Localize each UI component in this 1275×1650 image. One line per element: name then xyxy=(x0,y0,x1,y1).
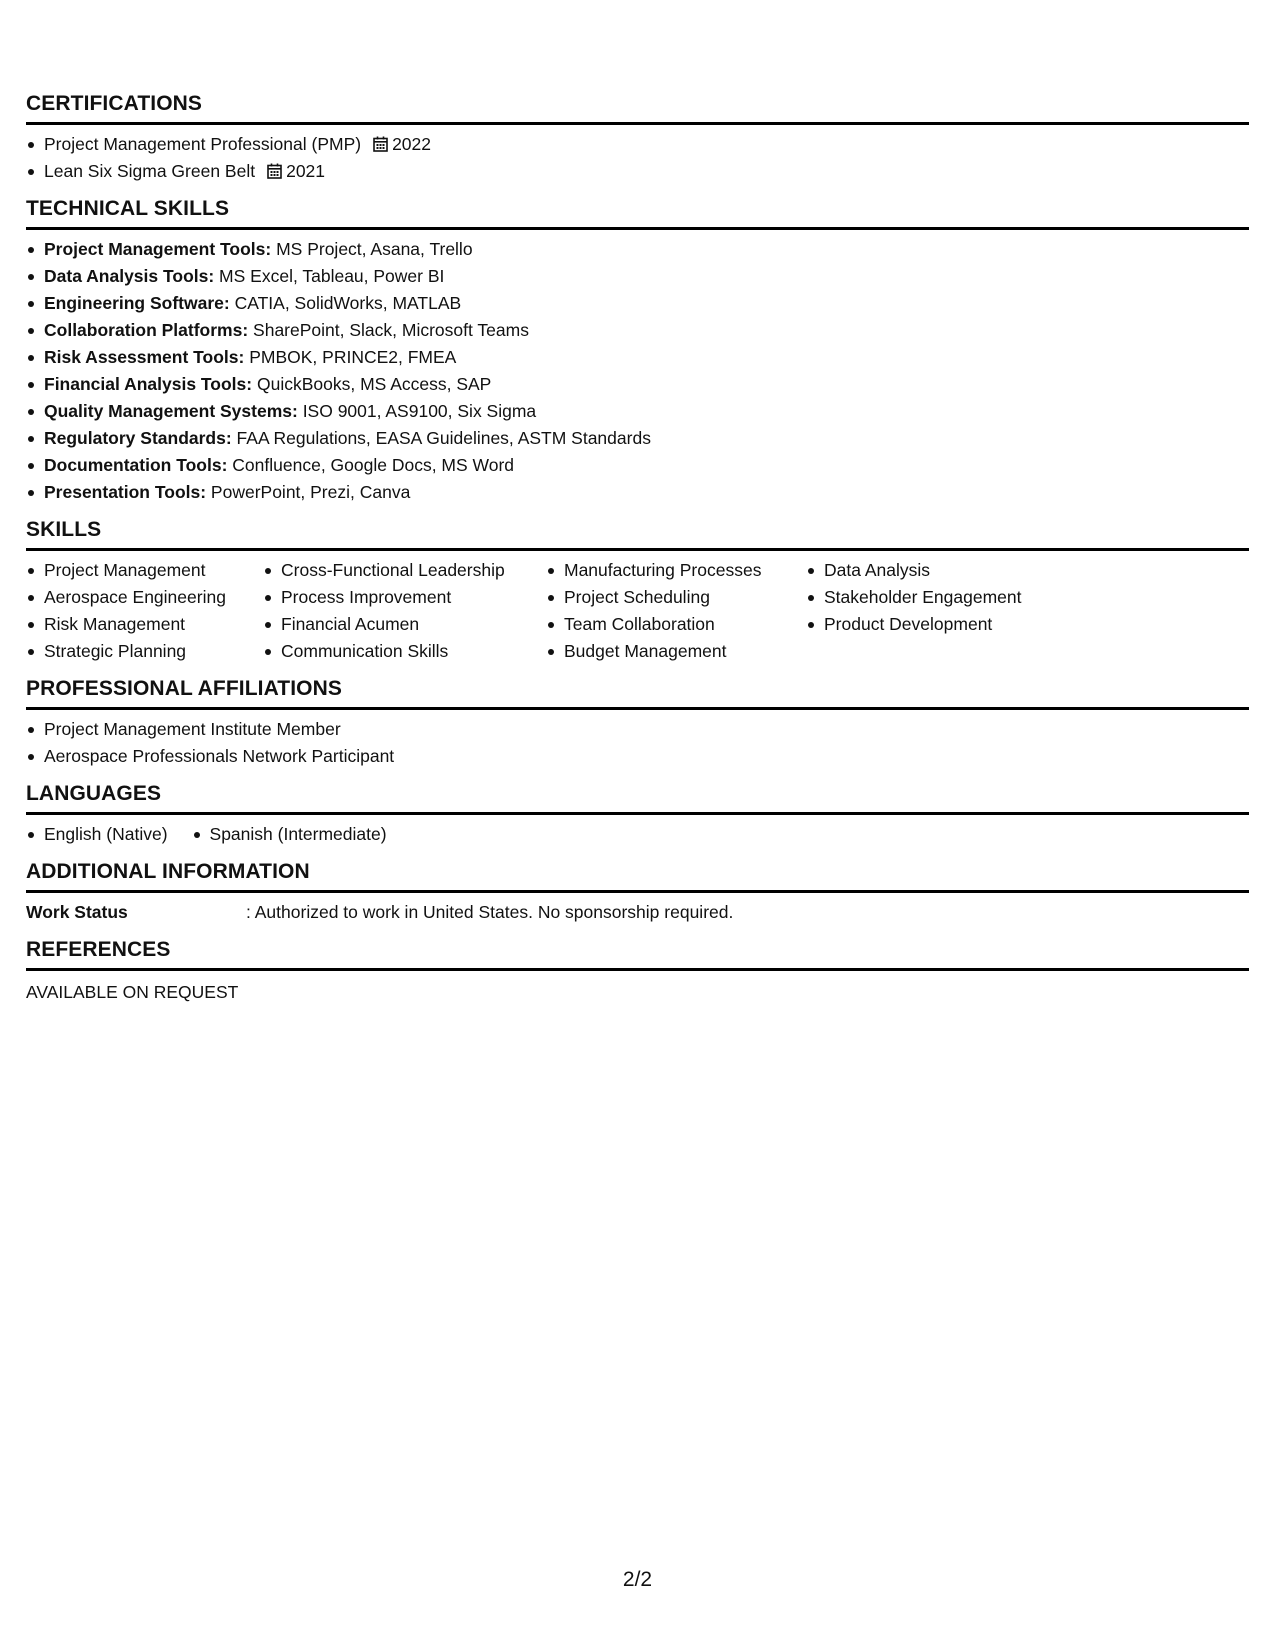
skill-category: Collaboration Platforms: xyxy=(44,320,249,340)
section-title-references: REFERENCES xyxy=(26,938,1249,971)
list-item: Budget Management xyxy=(546,638,806,665)
list-item: Spanish (Intermediate) xyxy=(192,821,387,848)
skill-values: MS Project, Asana, Trello xyxy=(271,239,473,259)
skill-values: QuickBooks, MS Access, SAP xyxy=(252,374,492,394)
skill-values: MS Excel, Tableau, Power BI xyxy=(214,266,445,286)
languages-section xyxy=(26,782,1249,848)
calendar-icon xyxy=(373,136,388,152)
skill-category: Quality Management Systems: xyxy=(44,401,298,421)
list-item xyxy=(26,371,1249,398)
skill-values: PowerPoint, Prezi, Canva xyxy=(206,482,411,502)
list-item: Communication Skills xyxy=(263,638,546,665)
list-item: Data Analysis xyxy=(806,557,1066,584)
references-text: AVAILABLE ON REQUEST xyxy=(26,982,239,1002)
certification-name: Lean Six Sigma Green Belt xyxy=(44,161,256,181)
list-item: Project Scheduling xyxy=(546,584,806,611)
section-title-additional-info: ADDITIONAL INFORMATION xyxy=(26,860,1249,893)
skill-values: PMBOK, PRINCE2, FMEA xyxy=(244,347,457,367)
list-item xyxy=(26,131,1249,158)
skill-category: Financial Analysis Tools: xyxy=(44,374,253,394)
work-status-row xyxy=(26,899,1249,926)
skills-grid xyxy=(26,557,1249,665)
certification-year: 2022 xyxy=(392,134,432,154)
skills-column xyxy=(263,557,546,665)
list-item xyxy=(26,236,1249,263)
list-item xyxy=(26,263,1249,290)
work-status-label: Work Status xyxy=(26,902,128,922)
skill-values: SharePoint, Slack, Microsoft Teams xyxy=(248,320,529,340)
affiliations-section xyxy=(26,677,1249,770)
skill-category: Documentation Tools: xyxy=(44,455,228,475)
skill-category: Data Analysis Tools: xyxy=(44,266,215,286)
section-title-technical-skills: TECHNICAL SKILLS xyxy=(26,197,1249,230)
skills-column xyxy=(806,557,1066,665)
work-status-value: : Authorized to work in United States. No sponsorship required. xyxy=(246,902,734,922)
list-item xyxy=(26,158,1249,185)
technical-skills-section xyxy=(26,197,1249,506)
skill-category: Project Management Tools: xyxy=(44,239,272,259)
list-item: Team Collaboration xyxy=(546,611,806,638)
list-item xyxy=(26,479,1249,506)
certifications-section xyxy=(26,92,1249,185)
certifications-list xyxy=(26,131,1249,185)
list-item: Financial Acumen xyxy=(263,611,546,638)
list-item xyxy=(26,425,1249,452)
list-item: Project Management xyxy=(26,557,263,584)
list-item xyxy=(26,452,1249,479)
skill-values: Confluence, Google Docs, MS Word xyxy=(227,455,515,475)
skills-column xyxy=(546,557,806,665)
references-section xyxy=(26,938,1249,1006)
list-item: Strategic Planning xyxy=(26,638,263,665)
skills-section xyxy=(26,518,1249,665)
list-item: Cross-Functional Leadership xyxy=(263,557,546,584)
skill-category: Regulatory Standards: xyxy=(44,428,232,448)
skill-category: Presentation Tools: xyxy=(44,482,207,502)
page-number: 2/2 xyxy=(622,1568,653,1591)
list-item xyxy=(26,344,1249,371)
calendar-icon xyxy=(267,163,282,179)
list-item: Aerospace Professionals Network Participant xyxy=(26,743,1249,770)
certification-name: Project Management Professional (PMP) xyxy=(44,134,362,154)
list-item: Process Improvement xyxy=(263,584,546,611)
section-title-languages: LANGUAGES xyxy=(26,782,1249,815)
list-item: Manufacturing Processes xyxy=(546,557,806,584)
skill-category: Engineering Software: xyxy=(44,293,230,313)
skill-values: FAA Regulations, EASA Guidelines, ASTM Standards xyxy=(231,428,651,448)
list-item: Stakeholder Engagement xyxy=(806,584,1066,611)
list-item: English (Native) xyxy=(26,821,168,848)
list-item xyxy=(26,290,1249,317)
technical-skills-list xyxy=(26,236,1249,506)
list-item: Project Management Institute Member xyxy=(26,716,1249,743)
skills-column xyxy=(26,557,263,665)
section-title-certifications: CERTIFICATIONS xyxy=(26,92,1249,125)
certification-year: 2021 xyxy=(286,161,326,181)
list-item xyxy=(26,398,1249,425)
languages-list xyxy=(26,821,1249,848)
list-item: Risk Management xyxy=(26,611,263,638)
section-title-affiliations: PROFESSIONAL AFFILIATIONS xyxy=(26,677,1249,710)
skill-category: Risk Assessment Tools: xyxy=(44,347,245,367)
affiliations-list xyxy=(26,716,1249,770)
additional-info-section xyxy=(26,860,1249,926)
list-item xyxy=(26,317,1249,344)
resume-page xyxy=(26,92,1249,1018)
skill-values: CATIA, SolidWorks, MATLAB xyxy=(229,293,462,313)
section-title-skills: SKILLS xyxy=(26,518,1249,551)
list-item: Aerospace Engineering xyxy=(26,584,263,611)
skill-values: ISO 9001, AS9100, Six Sigma xyxy=(297,401,537,421)
list-item: Product Development xyxy=(806,611,1066,638)
